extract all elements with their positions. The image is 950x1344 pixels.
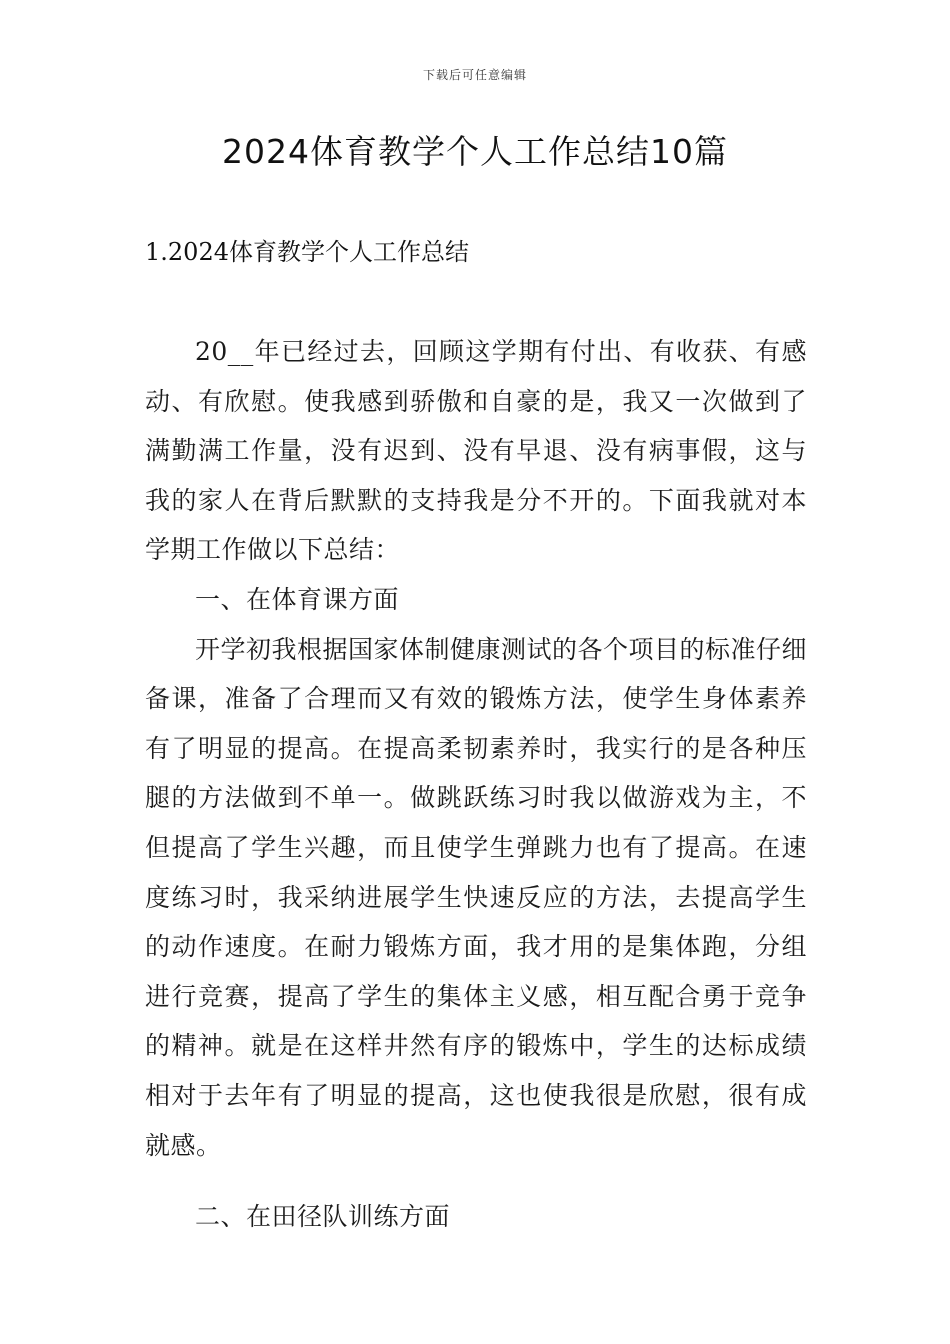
subheading-track-team: 二、在田径队训练方面 (195, 1202, 451, 1232)
body-text (145, 327, 807, 1242)
subheading-pe-class: 一、在体育课方面 (195, 584, 400, 614)
document-title: 2024体育教学个人工作总结10篇 (222, 132, 728, 171)
paragraph-spacer (145, 1170, 807, 1192)
paragraph-pe-class: 开学初我根据国家体制健康测试的各个项目的标准仔细备课，准备了合理而又有效的锻炼方法，使学生身体素养有了明显的提高。在提高柔韧素养时，我实行的是各种压腿的方法做到不单一。做跳跃练习时我以做游戏为主，不但提高了学生兴趣，而且使学生弹跳力也有了提高。在速度练习时，我采纳进展学生快速反应的方法，去提高学生的动作速度。在耐力锻炼方面，我才用的是集体跑，分组进行竞赛，提高了学生的集体主义感，相互配合勇于竞争的精神。就是在这样井然有序的锻炼中，学生的达标成绩相对于去年有了明显的提高，这也使我很是欣慰，很有成就感。 (145, 634, 808, 1160)
paragraph-intro: 20__年已经过去，回顾这学期有付出、有收获、有感动、有欣慰。使我感到骄傲和自豪的是，我又一次做到了满勤满工作量，没有迟到、没有早退、没有病事假，这与我的家人在背后默默的支持我是分不开的。下面我就对本学期工作做以下总结： (145, 337, 807, 565)
header-note: 下载后可任意编辑 (422, 68, 527, 82)
section-heading: 1.2024体育教学个人工作总结 (145, 238, 469, 266)
